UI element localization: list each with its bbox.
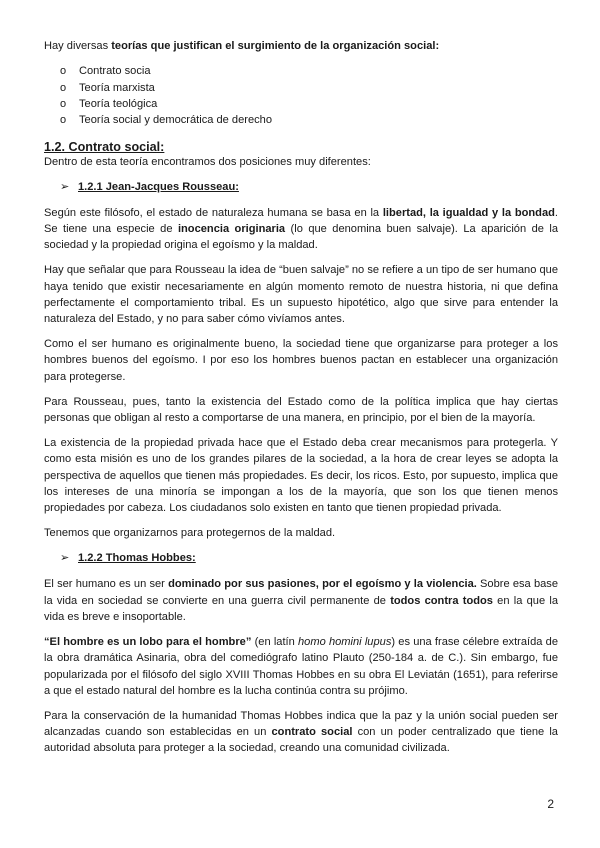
bold-run: todos contra todos [390,594,493,607]
text-run: Sobre esa base la vida en sociedad se convierte en una guerra civil permanente de [44,578,558,607]
rousseau-paragraph-3: Como el ser humano es originalmente bueno, la sociedad tiene que organizarse para proteger a los hombres buenos del egoísmo. I por eso los hombres buenos pactan en establecer una organización para protegerse. [44,338,558,383]
list-item [44,96,558,112]
list-item-label: Contrato socia [79,65,151,78]
text-run: Para la conservación de la humanidad Thomas Hobbes indica que la paz y la unión social pueden ser alcanzadas cuando son establecidas en un [44,709,558,739]
intro-bold: teorías que justifican el surgimiento de la organización social: [111,40,440,52]
bullet-icon: o [60,81,67,94]
rousseau-heading-text: 1.2.1 Jean-Jacques Rousseau: [78,180,239,193]
arrow-icon: ➢ [60,552,70,565]
list-item-label: Teoría social y democrática de derecho [79,114,273,127]
hobbes-paragraph-2 [44,634,558,699]
rousseau-paragraph-5: La existencia de la propiedad privada hace que el Estado deba crear mecanismos para protegerla. Y como esta misión es uno de los grandes pilares de la sociedad, a la hora de crear leyes se adopta la perspectiva de aquellos que tienen más propiedades. Es decir, los ricos. Esto, por supuesto, implica que los intereses de una minoría se impongan a los de la mayoría, que son los que tienen menos propiedades por cabeza. Los ciudadanos solo existen en tanto que tienen propiedad privada. [44,437,558,515]
rousseau-paragraph-1 [44,205,558,254]
bold-run: “El hombre es un lobo para el hombre” [44,636,252,649]
bold-run: contrato social [271,726,353,739]
rousseau-paragraph-2: Hay que señalar que para Rousseau la idea de “buen salvaje” no se refiere a un tipo de ser humano que haya tenido que existir necesariamente en algún momento remoto de nuestra historia, ni que defina perfectamente el comportamiento tribal. Es un supuesto hipotético, algo que sirve para entender la naturaleza del Estado, y no para saber cómo vivíamos antes. [44,264,558,326]
section-subtitle: Dentro de esta teoría encontramos dos posiciones muy diferentes: [44,155,371,168]
text-run: con un poder centralizado que tiene la autoridad absoluta para proteger a la sociedad, creando una comunidad civilizada. [44,726,558,755]
intro-paragraph [44,38,558,54]
bold-run: inocencia originaria [177,223,286,236]
italic-run: homo homini lupus [298,636,392,649]
text-run: (lo que denomina buen salvaje). La aparición de la sociedad y la propiedad origina el egoísmo y la maldad. [44,223,558,252]
text-run: Según este filósofo, el estado de naturaleza humana se basa en la [44,206,383,219]
hobbes-paragraph-1 [44,576,558,625]
section-title: 1.2. Contrato social: [44,139,165,154]
rousseau-paragraph-4: Para Rousseau, pues, tanto la existencia del Estado como de la política implica que hay ciertas personas que obligan al resto a comportarse de una manera, en principio, por el bien de la mayoría. [44,395,558,425]
list-item-label: Teoría marxista [79,81,155,94]
document-page [44,38,558,766]
hobbes-paragraph-3 [44,708,558,757]
list-item [44,112,558,128]
text-run: (en latín [251,636,298,649]
bullet-icon: o [60,98,67,111]
text-run: . Se tiene una especie de [44,206,558,236]
bold-run: libertad, la igualdad y la bondad [382,206,555,219]
list-item-label: Teoría teológica [79,98,158,111]
text-run: en la que la vida es breve e insoportable. [44,594,558,623]
arrow-icon: ➢ [60,180,70,193]
bullet-icon: o [60,114,67,127]
list-item [44,63,558,79]
bullet-icon: o [60,65,67,78]
rousseau-heading [60,179,558,195]
intro-text: Hay diversas [44,40,112,52]
hobbes-heading [60,550,558,566]
rousseau-paragraph-6: Tenemos que organizarnos para protegernos de la maldad. [44,527,336,540]
theories-list [44,63,558,129]
text-run: ) es una frase célebre extraída de la obra dramática Asinaria, obra del comediógrafo latino Plauto (250-184 a. de C.). Sin embargo, fue popularizada por el filósofo del siglo XVIII Thomas Hobbes en su obra El Leviatán (1651), para referirse a que el estado natural del hombre es la lucha continúa contra su prójimo. [44,636,559,697]
list-item [44,80,558,96]
bold-run: dominado por sus pasiones, por el egoísmo y la violencia. [168,578,477,591]
hobbes-heading-text: 1.2.2 Thomas Hobbes: [78,552,196,565]
text-run: El ser humano es un ser [44,578,169,591]
page-number: 2 [547,797,554,811]
